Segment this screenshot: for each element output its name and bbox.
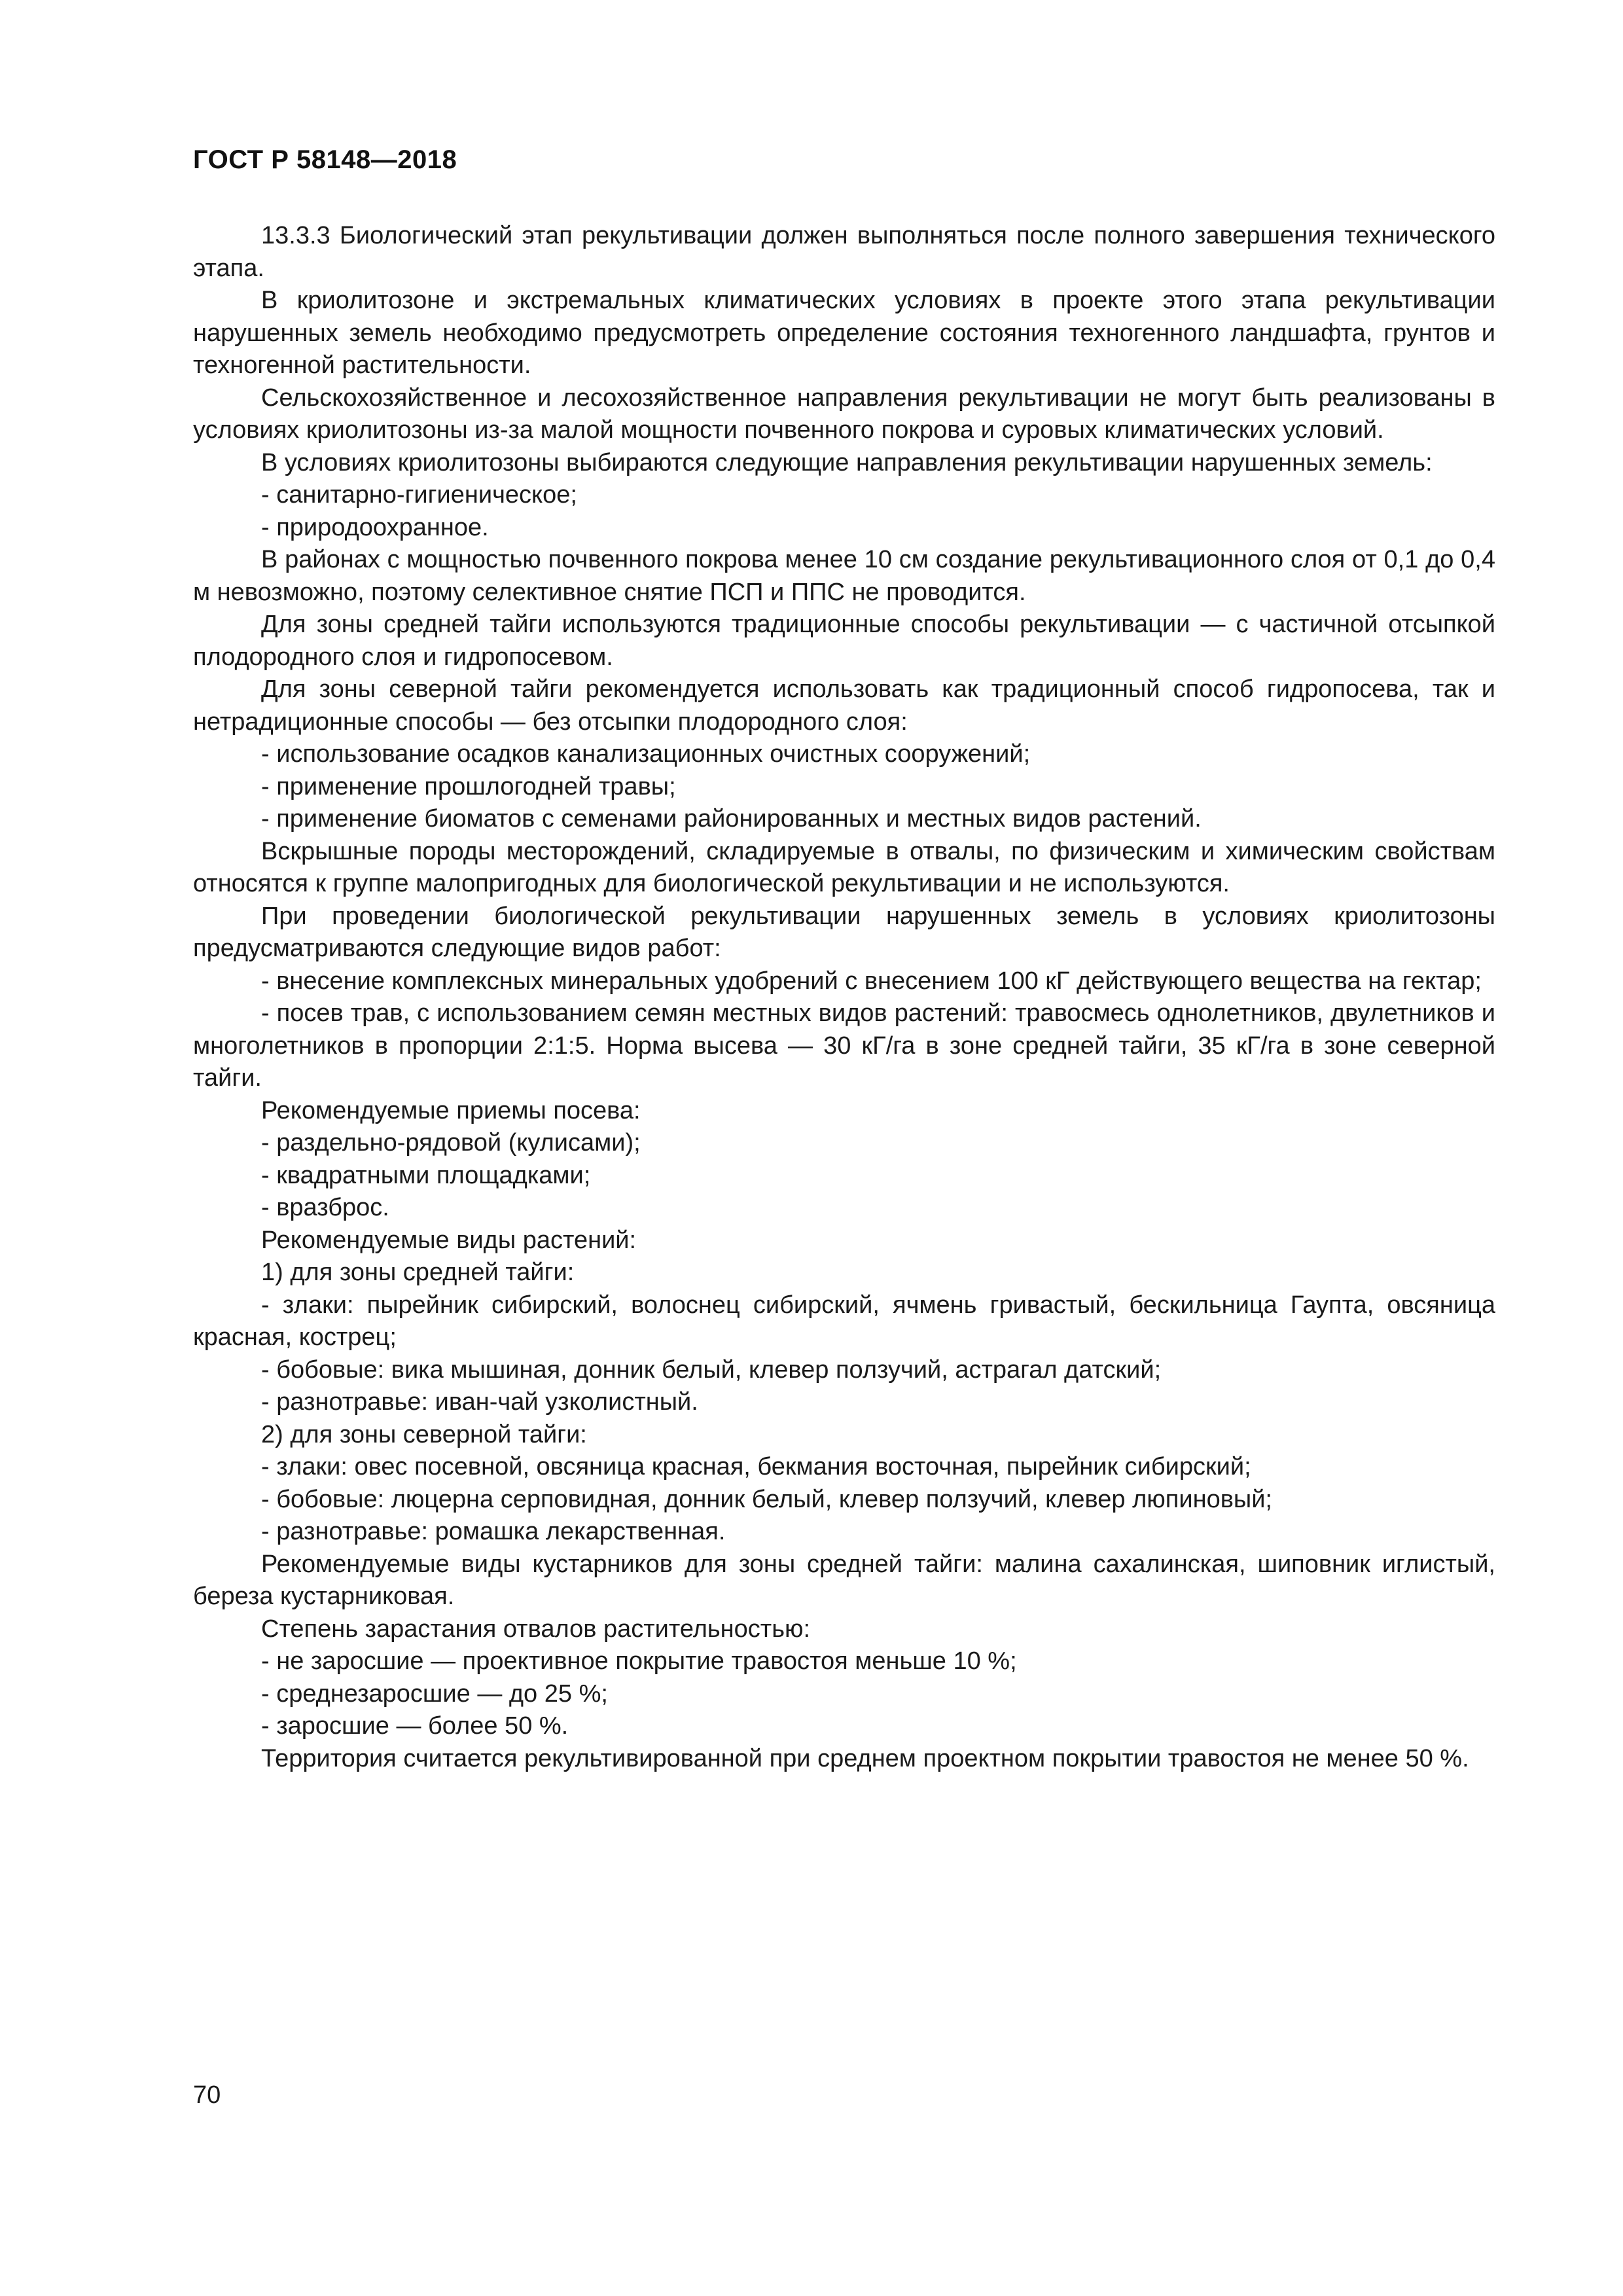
list-item: - применение прошлогодней травы; bbox=[261, 772, 676, 800]
list-item: - бобовые: вика мышиная, донник белый, клевер ползучий, астрагал датский; bbox=[261, 1355, 1162, 1384]
list-item: - посев трав, с использованием семян местных видов растений: травосмесь однолетников, двулетников и многолетников в пропорции 2:1:5. Норма высева — 30 кГ/га в зоне средней тайги, 35 кГ/га в зоне северной тайги. bbox=[193, 999, 1495, 1092]
list-item: - разнотравье: иван-чай узколистный. bbox=[261, 1388, 698, 1416]
list-item: - разнотравье: ромашка лекарственная. bbox=[261, 1518, 726, 1545]
list-item: - среднезаросшие — до 25 %; bbox=[261, 1679, 608, 1708]
paragraph: Рекомендуемые виды кустарников для зоны средней тайги: малина сахалинская, шиповник иглистый, береза кустарниковая. bbox=[193, 1550, 1495, 1610]
paragraph: Для зоны северной тайги рекомендуется использовать как традиционный способ гидропосева, так и нетрадиционные способы — без отсыпки плодородного слоя: bbox=[193, 675, 1495, 736]
list-item: - использование осадков канализационных очистных сооружений; bbox=[261, 740, 1031, 768]
paragraph: Территория считается рекультивированной при среднем проектном покрытии травостоя не менее 50 %. bbox=[261, 1744, 1469, 1772]
page-number: 70 bbox=[193, 2081, 221, 2109]
document-body bbox=[193, 220, 1495, 1775]
list-item: - природоохранное. bbox=[261, 513, 489, 541]
list-item: - заросшие — более 50 %. bbox=[261, 1712, 569, 1740]
list-item: - злаки: пырейник сибирский, волоснец сибирский, ячмень гривастый, бескильница Гаупта, овсяница красная, кострец; bbox=[193, 1291, 1495, 1351]
paragraph: Степень зарастания отвалов растительностью: bbox=[261, 1615, 811, 1643]
paragraph: Для зоны средней тайги используются традиционные способы рекультивации — с частичной отсыпкой плодородного слоя и гидропосевом. bbox=[193, 611, 1495, 671]
list-subheading: 2) для зоны северной тайги: bbox=[261, 1420, 587, 1448]
paragraph: В криолитозоне и экстремальных климатических условиях в проекте этого этапа рекультивации нарушенных земель необходимо предусмотреть определение состояния техногенного ландшафта, грунтов и техногенной растительности. bbox=[193, 287, 1495, 379]
paragraph: При проведении биологической рекультивации нарушенных земель в условиях криолитозоны предусматриваются следующие видов работ: bbox=[193, 902, 1495, 962]
list-item: - вразброс. bbox=[261, 1194, 389, 1221]
paragraph: Сельскохозяйственное и лесохозяйственное направления рекультивации не могут быть реализованы в условиях криолитозоны из-за малой мощности почвенного покрова и суровых климатических условий. bbox=[193, 384, 1495, 444]
list-item: - квадратными площадками; bbox=[261, 1161, 591, 1189]
list-item: - внесение комплексных минеральных удобрений с внесением 100 кГ действующего вещества на гектар; bbox=[261, 967, 1482, 995]
paragraph: Рекомендуемые виды растений: bbox=[261, 1226, 637, 1254]
paragraph: В условиях криолитозоны выбираются следующие направления рекультивации нарушенных земель: bbox=[261, 448, 1433, 476]
list-item: - не заросшие — проективное покрытие травостоя меньше 10 %; bbox=[261, 1647, 1017, 1675]
paragraph: Рекомендуемые приемы посева: bbox=[261, 1096, 641, 1124]
list-item: - раздельно-рядовой (кулисами); bbox=[261, 1129, 641, 1157]
list-item: - бобовые: люцерна серповидная, донник белый, клевер ползучий, клевер люпиновый; bbox=[261, 1485, 1272, 1513]
list-item: - злаки: овес посевной, овсяница красная, бекмания восточная, пырейник сибирский; bbox=[261, 1453, 1251, 1480]
document-code-header: ГОСТ Р 58148—2018 bbox=[193, 145, 457, 174]
list-item: - санитарно-гигиеническое; bbox=[261, 481, 577, 509]
paragraph: 13.3.3 Биологический этап рекультивации должен выполняться после полного завершения технического этапа. bbox=[193, 222, 1495, 282]
paragraph: В районах с мощностью почвенного покрова менее 10 см создание рекультивационного слоя от 0,1 до 0,4 м невозможно, поэтому селективное снятие ПСП и ППС не проводится. bbox=[193, 546, 1495, 606]
list-subheading: 1) для зоны средней тайги: bbox=[261, 1259, 575, 1286]
paragraph: Вскрышные породы месторождений, складируемые в отвалы, по физическим и химическим свойствам относятся к группе малопригодных для биологической рекультивации и не используются. bbox=[193, 837, 1495, 897]
list-item: - применение биоматов с семенами районированных и местных видов растений. bbox=[261, 805, 1202, 833]
